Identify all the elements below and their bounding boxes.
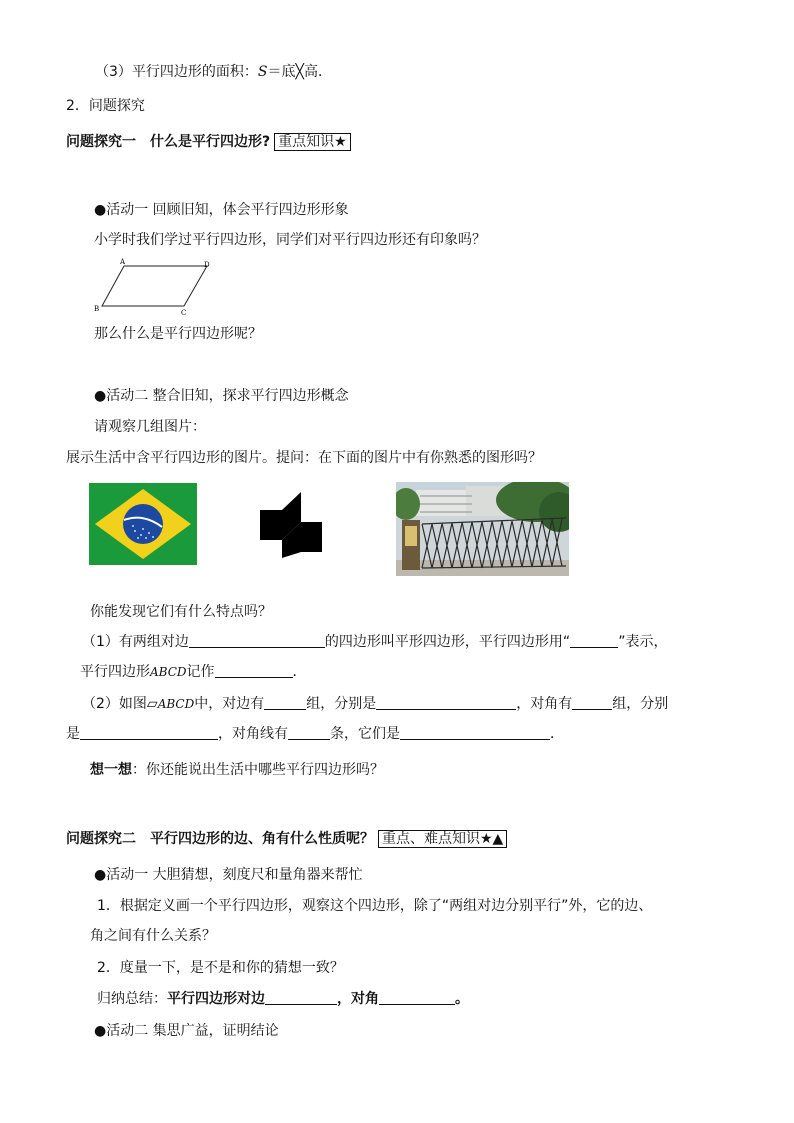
think-text: ：你还能说出生活中哪些平行四边形吗？ bbox=[132, 762, 384, 778]
activity2-show: 展示生活中含平行四边形的图片。提问：在下面的图片中有你熟悉的图形吗？ bbox=[66, 450, 542, 466]
q1-variable: ABCD bbox=[150, 665, 187, 679]
area-formula-prefix: （3）平行四边形的面积： bbox=[95, 64, 258, 80]
parallelogram-logo-image bbox=[258, 492, 324, 558]
summary-text-sides: 平行四边形对边 bbox=[167, 991, 265, 1007]
inquiry2-activity1-title: ●活动一 大胆猜想，刻度尺和量角器来帮忙 bbox=[94, 867, 363, 883]
q2-text-c: 组，分别是 bbox=[306, 696, 377, 712]
inquiry2-heading bbox=[66, 829, 507, 849]
section-heading-2: 2．问题探究 bbox=[66, 98, 145, 114]
q1-text-e: 记作 bbox=[186, 664, 215, 680]
q2-text-e: 组，分别 bbox=[612, 696, 669, 712]
summary-blank-angles[interactable] bbox=[379, 990, 455, 1005]
summary-text-angles: ，对角 bbox=[337, 991, 379, 1007]
q2-variable: ABCD bbox=[157, 697, 195, 711]
summary-blank-sides[interactable] bbox=[265, 990, 337, 1005]
vertex-label-b: B bbox=[94, 305, 100, 313]
q2-text-h: 条，它们是 bbox=[330, 726, 400, 742]
vertex-label-d: D bbox=[204, 261, 210, 269]
think-prompt bbox=[90, 760, 384, 780]
q2-blank-angle-groups[interactable] bbox=[572, 695, 612, 710]
q2-text-g: ，对角线有 bbox=[218, 726, 288, 742]
q2-text-a: （2）如图 bbox=[82, 696, 147, 712]
key-knowledge-badge: 重点知识★ bbox=[274, 133, 351, 151]
q1-text-c: ”表示， bbox=[618, 634, 668, 650]
q2-text-f: 是 bbox=[66, 726, 80, 742]
parallelogram-figure bbox=[92, 256, 216, 320]
inquiry2-p2: 2．度量一下，是不是和你的猜想一致？ bbox=[97, 960, 344, 976]
q2-text-b: 中，对边有 bbox=[194, 696, 265, 712]
q2-blank-angles[interactable] bbox=[80, 725, 218, 740]
q2-blank-diagonals[interactable] bbox=[400, 725, 550, 740]
summary-line bbox=[97, 989, 469, 1009]
area-formula: ＝底╳高． bbox=[267, 64, 332, 80]
q1-blank-notation[interactable] bbox=[215, 663, 293, 678]
q2-blank-sides[interactable] bbox=[376, 695, 516, 710]
activity1-title: ●活动一 回顾旧知，体会平行四边形形象 bbox=[94, 202, 349, 218]
q1-blank-condition[interactable] bbox=[189, 633, 325, 648]
vertex-label-c: C bbox=[181, 309, 187, 317]
summary-label: 归纳总结： bbox=[97, 991, 167, 1007]
inquiry2-activity2-title: ●活动二 集思广益，证明结论 bbox=[94, 1023, 279, 1039]
q1-blank-symbol[interactable] bbox=[570, 633, 618, 648]
inquiry2-p1-line1: 1．根据定义画一个平行四边形，观察这个四边形，除了“两组对边分别平行”外，它的边、 bbox=[97, 898, 653, 914]
q2-text-d: ，对角有 bbox=[516, 696, 573, 712]
activity2-observe: 请观察几组图片： bbox=[94, 419, 206, 435]
q2-text-i: ． bbox=[550, 726, 564, 742]
inquiry2-p1-line2: 角之间有什么关系？ bbox=[90, 928, 216, 944]
question1-line1 bbox=[82, 632, 667, 652]
summary-end: 。 bbox=[455, 991, 469, 1007]
q1-text-d: 平行四边形 bbox=[80, 664, 150, 680]
activity1-followup: 那么什么是平行四边形呢？ bbox=[94, 326, 262, 342]
area-variable: S bbox=[257, 64, 268, 80]
q1-text-b: 的四边形叫平形四边形，平行四边形用“ bbox=[324, 634, 571, 650]
q2-blank-side-groups[interactable] bbox=[264, 695, 306, 710]
question2-line1 bbox=[82, 694, 668, 714]
area-formula-line bbox=[95, 62, 332, 82]
question2-line2 bbox=[66, 724, 564, 744]
inquiry1-title: 问题探究一 什么是平行四边形? bbox=[66, 134, 271, 150]
retractable-gate-photo bbox=[396, 482, 569, 576]
key-difficult-badge: 重点、难点知识★▲ bbox=[378, 830, 507, 848]
activity2-find: 你能发现它们有什么特点吗？ bbox=[90, 604, 272, 620]
think-label: 想一想 bbox=[90, 762, 132, 778]
q1-text-f: ． bbox=[292, 664, 307, 680]
inquiry2-title: 问题探究二 平行四边形的边、角有什么性质呢？ bbox=[66, 831, 374, 847]
parallelogram-symbol: ▱ bbox=[146, 696, 158, 712]
vertex-label-a: A bbox=[120, 258, 126, 266]
q1-text-a: （1）有两组对边 bbox=[82, 634, 189, 650]
activity1-question: 小学时我们学过平行四边形，同学们对平行四边形还有印象吗？ bbox=[94, 232, 486, 248]
brazil-flag-image bbox=[89, 483, 197, 565]
activity2-title: ●活动二 整合旧知，探求平行四边形概念 bbox=[94, 388, 349, 404]
q2-blank-diagonal-count[interactable] bbox=[288, 725, 330, 740]
question1-line2 bbox=[80, 662, 307, 682]
inquiry1-heading bbox=[66, 132, 351, 152]
